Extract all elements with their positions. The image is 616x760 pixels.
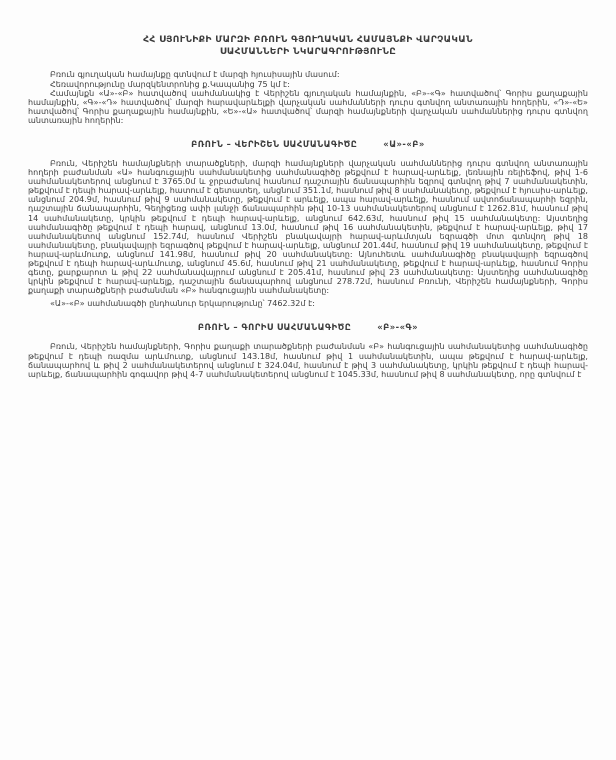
- intro-paragraph-1: Բռուն գյուղական համայնքը գտնվում է մարզի հյուսիսային մասում:: [50, 70, 340, 80]
- document-title-line-1: ՀՀ ՍՅՈՒՆԻՔԻ ՄԱՐԶԻ ԲՌՈՒՆ ԳՅՈՒՂԱԿԱՆ ՀԱՄԱՅՆՔԻ ՎԱՐՉԱԿԱՆ: [143, 35, 473, 45]
- spacer-before-section-2: [28, 308, 588, 322]
- document-title-line-2: ՍԱՀՄԱՆՆԵՐԻ ՆԿԱՐԱԳՐՈՒԹՅՈՒՆԸ: [219, 47, 397, 58]
- section-1-body: Բռուն, Վերիշեն համայնքների տարածքների, մարզի համայնքների վարչական սահմաններից դուրս գտնվող անտառային հողերի բաժանման «Ա» հանգուցային սահմանակետից սահմանագիծը թեքվում է հարավ-արևելք, լեռնային ռելիեֆով, թիվ 1-6 սահմանակետերով անցնում է 3765.0մ և ջրբաժանով հասնում դաշտային ճանապարհին եզրով գտնվող թիվ 7 սահմանակետին, թեքվում է դեպի հարավ-արևելք, հատում է գետատեղ, անցնում 351.1մ, հասնում թիվ 8 սահմանակետը, թեքվում է հյուսիս-արևելք, անցնում 204.9մ, հասնում թիվ 9 սահմանակետը, թեքվում է արևելք, ապա հարավ-արևելք, հասնում ավտոճանապարհի եզրին, դաշտային ճանապարհին, Գեղիցեռց ափի լանջի ճանապարհին թիվ 10-13 սահմանակետերով անցնում է 1262.81մ, հասնում թիվ 14 սահմանակետը, կրկին թեքվում է դեպի հարավ-արևելք, անցնում 642.63մ, հասնում թիվ 15 սահմանակետը: Այստեղից սահմանագիծը թեքվում է դեպի հարավ, անցնում 13.0մ, հասնում թիվ 16 սահմանակետին, թեքվում է հարավ-արևելք, թիվ 17 սահմանակետով անցնում 152.74մ, հասնում Վերիշեն բնակավայրի հարավ-արևմտյան եզրագծի մոտ գտնվող թիվ 18 սահմանակետը, բնակավայրի եզրագծով թեքվում է հարավ-արևելք, անցնում 201.44մ, հասնում թիվ 19 սահմանակետը, թեքվում է հարավ-արևմուտք, անցնում 141.98մ, հասնում թիվ 20 սահմանակետը: Այնուհետև սահմանագիծը բնակավայրի եզրագծով թեքվում է դեպի հարավ-արևմուտք, անցնում 45.6մ, հասնում թիվ 21 սահմանակետը, թեքվում է հարավ-արևելք, հասնում Գորիս գետը, քարքարոտ և թիվ 22 սահմանավայրում անցնում է 205.41մ, հասնում թիվ 23 սահմանակետը: Այստեղից սահմանագիծը կրկին թեքվում է հարավ-արևելք, դաշտային ճանապարհով անցնում 278.72մ, հասնում Բռունի, Վերիշեն համայնքների, Գորիս քաղաքի տարածքների բաժանման «Բ» հանգուցային սահմանակետը:: [28, 158, 588, 296]
- intro-block: [28, 70, 588, 125]
- section-1-heading: [28, 139, 588, 150]
- section-2-body: Բռուն, Վերիշեն համայնքների, Գորիս քաղաքի տարածքների բաժանման «Բ» հանգուցային սահմանակետից սահմանագիծը թեքվում է դեպի ռազմա արևմուտք, անցնում 143.18մ, հասնում թիվ 1 սահմանակետին, ապա թեքվում է հարավ-արևելք, ճանապարհով և թիվ 2 սահմանակետերով անցնում է 324.04մ, հասնում է թիվ 3 սահմանակետը, կրկին թեքվում է դեպի հարավ-արևելք, ճանապարհին գոգավոր թիվ 4-7 սահմանակետերով անցնում է 1045.33մ, հասնում թիվ 8 սահմանակետը, որը գտնվում է: [28, 342, 588, 379]
- section-2-heading-main: ԲՌՈՒՆ – ԳՈՐԻՍ ՍԱՀՄԱՆԱԳԻԾԸ: [197, 322, 352, 333]
- intro-paragraph-2: Հեռավորությունը մարզկենտրոնից ք.Կապանից 75 կմ է:: [50, 79, 290, 89]
- section-1-heading-main: ԲՌՈՒՆ – ՎԵՐԻՇԵՆ ՍԱՀՄԱՆԱԳԻԾԸ: [191, 138, 358, 149]
- document-title: [28, 34, 588, 58]
- section-1-heading-segment: «Ա»-«Բ»: [383, 138, 425, 149]
- spacer-after-section-1-heading: [28, 150, 588, 159]
- section-1-summary: «Ա»-«Բ» սահմանագծի ընդհանուր երկարությունը՝ 7462.32մ է:: [50, 299, 315, 309]
- intro-paragraph-3: Համայնքն «Ա»-«Բ» հատվածով սահմանակից է Վերիշեն գյուղական համայնքին, «Բ»-«Գ» հատվածով՝ Գորիս քաղաքային համայնքին, «Գ»-«Դ» հատվածով՝ մարզի հարավարևելքի վարչական սահմանների դուրս գտնվող անտառային հողերին, «Դ»-«Ե» հատվածով՝ Գորիս քաղաքային համայնքին, «Ե»-«Ա» հատվածով՝ մարզի համայնքների վարչական սահմաններից դուրս գտնվող անտառային հողերին:: [28, 88, 588, 125]
- section-2-heading-segment: «Բ»-«Գ»: [377, 322, 419, 333]
- section-2-heading: [28, 322, 588, 333]
- spacer-before-section-1: [28, 125, 588, 139]
- spacer-after-section-2-heading: [28, 333, 588, 342]
